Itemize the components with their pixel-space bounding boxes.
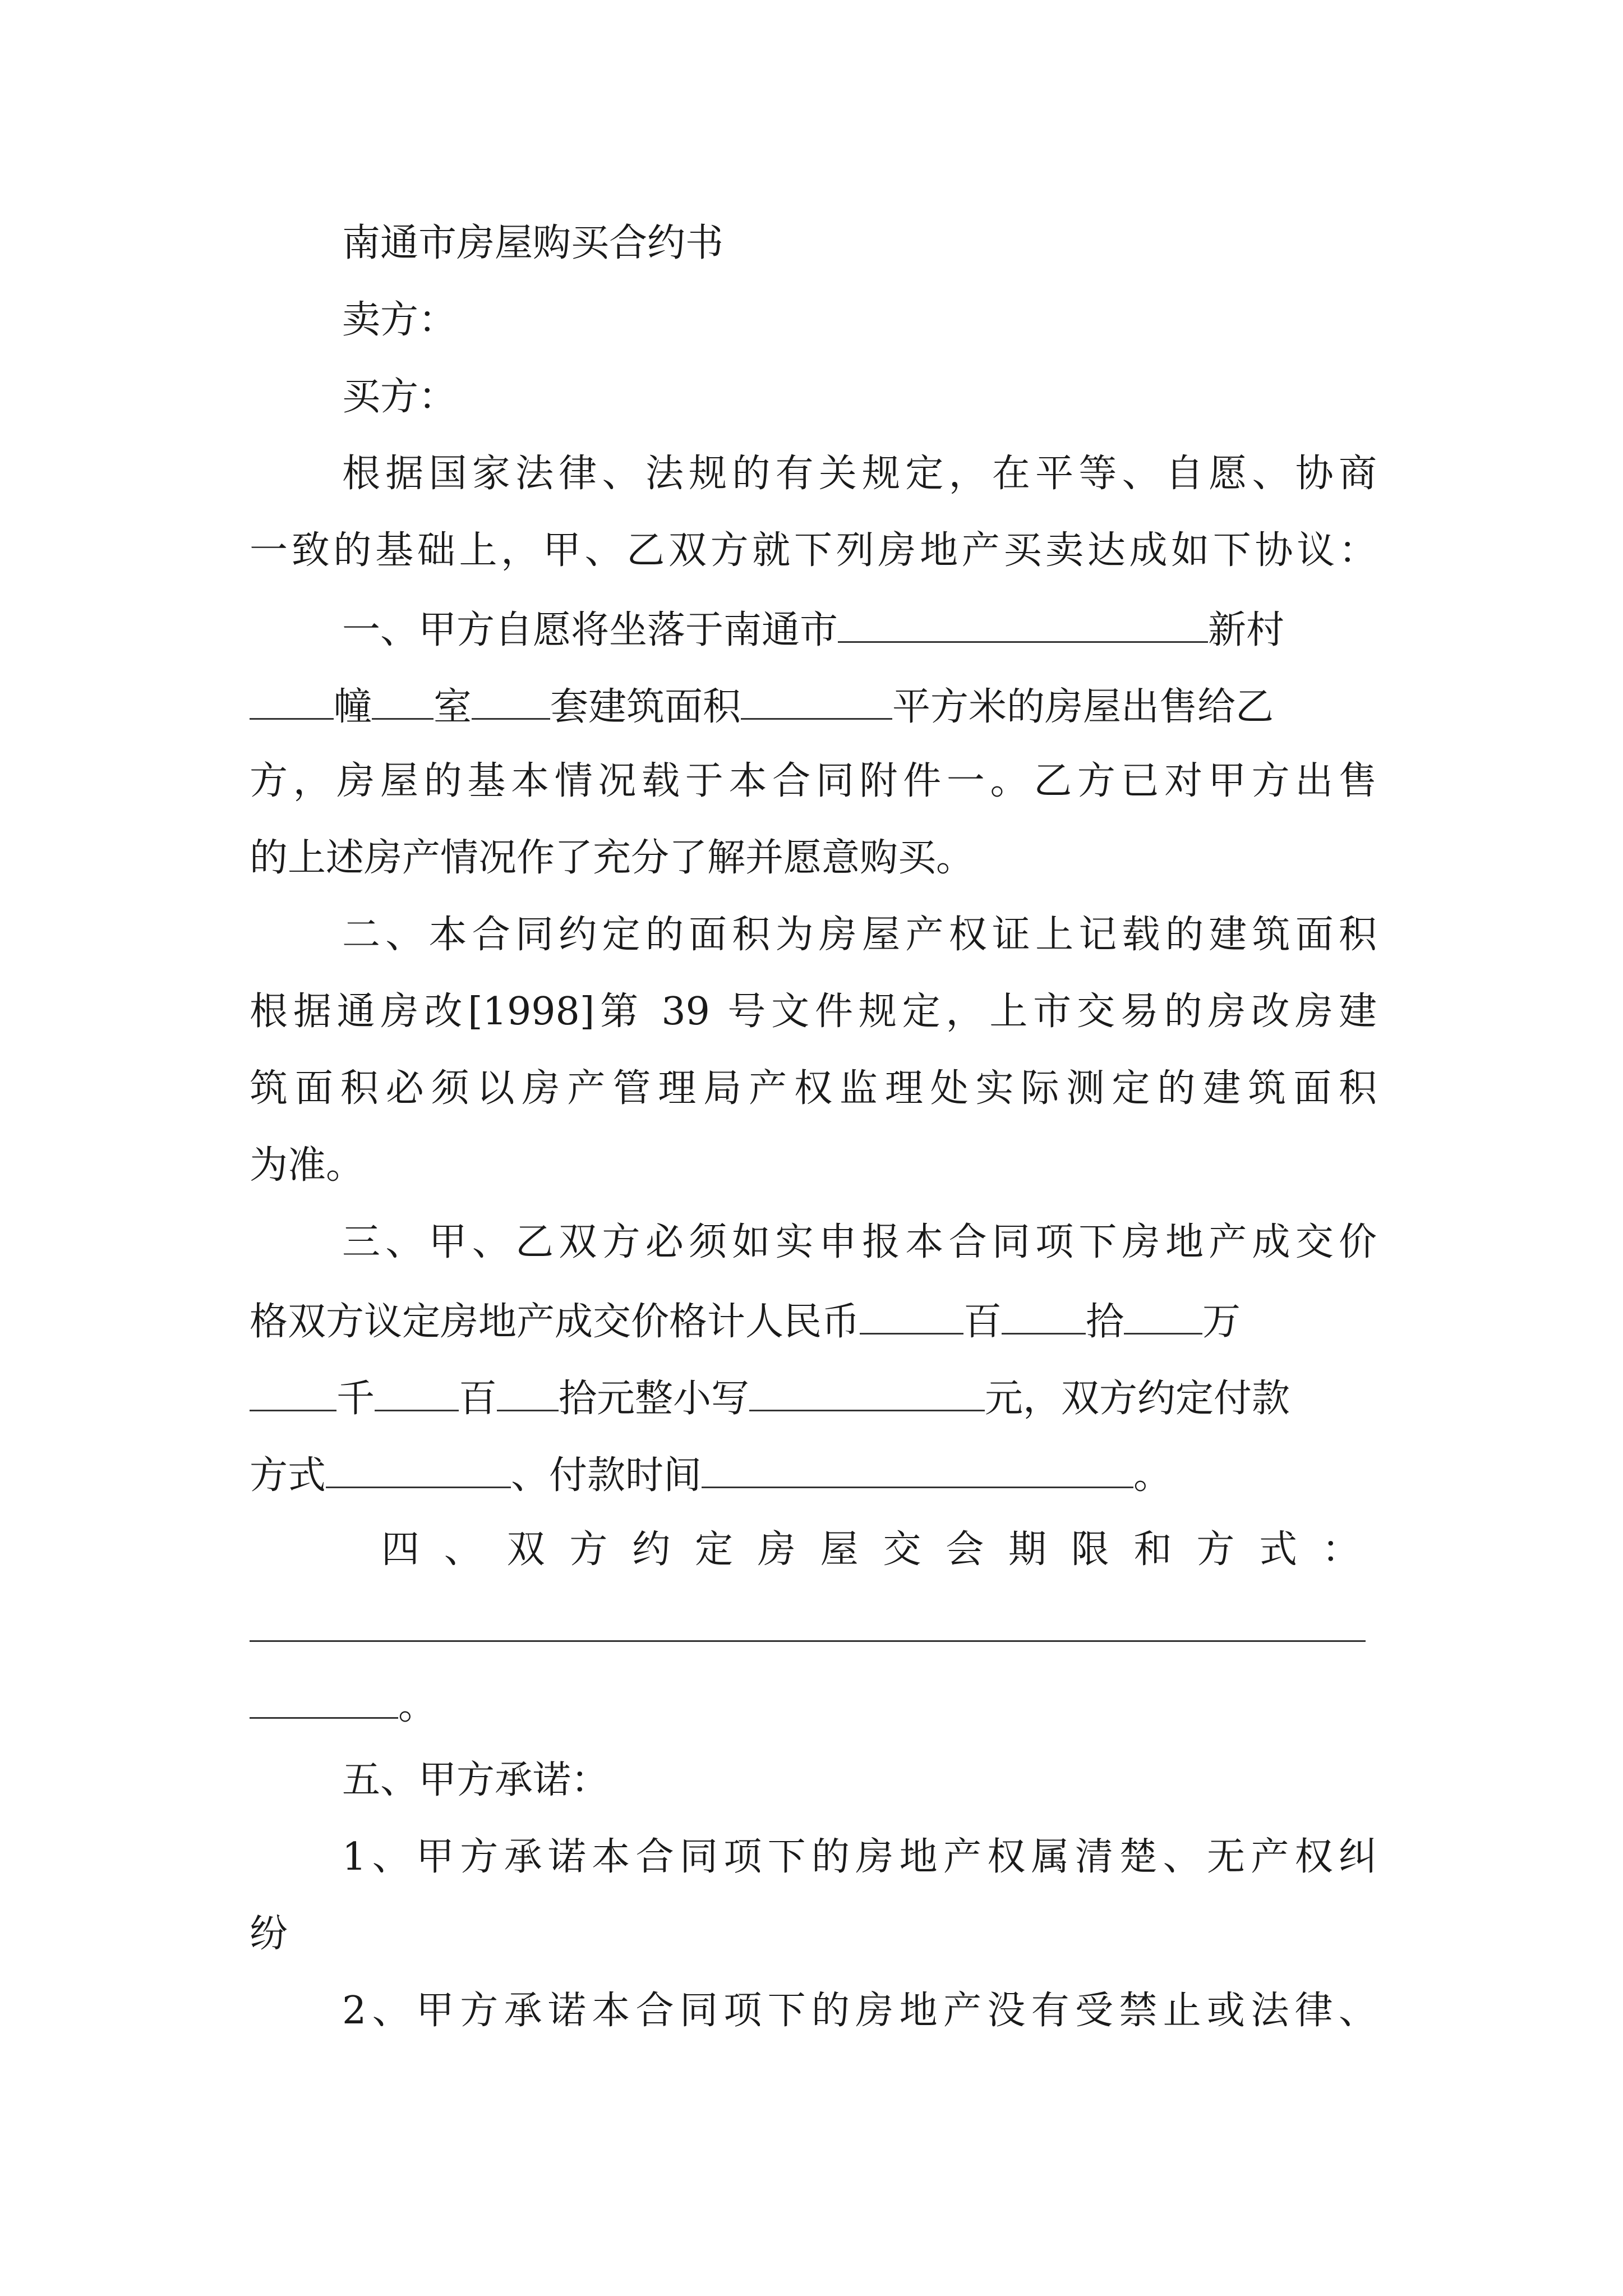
unit-ten-thousand: 万 [1202,1300,1241,1344]
clause4-period: 。 [398,1684,437,1728]
clause3-text-time: 、付款时间 [511,1453,702,1498]
clause5-item1-line-1: 1、甲方承诺本合同项下的房地产权属清楚、无产权纠 [342,1835,1377,1879]
clause5-heading: 五、甲方承诺： [342,1758,610,1802]
clause1-text-building: 幢 [334,685,372,729]
unit-ten: 拾 [1086,1300,1124,1344]
unit-hundred: 百 [963,1300,1002,1344]
clause1-text-a: 一、甲方自愿将坐落于南通市 [342,608,838,652]
lowercase-amount-blank [749,1377,985,1411]
intro-line-1: 根据国家法律、法规的有关规定，在平等、自愿、协商 [342,452,1377,496]
document-title: 南通市房屋购买合约书 [342,221,724,265]
buyer-label: 买方： [342,375,457,419]
clause2-line-1: 二、本合同约定的面积为房屋产权证上记载的建筑面积 [342,913,1377,957]
clause3-line-4 [250,1453,1172,1498]
ten-yuan-blank [497,1377,559,1411]
ten-blank [1002,1300,1086,1335]
clause3-line-2 [250,1300,1241,1344]
payment-method-blank [326,1454,511,1488]
clause3-text-lowercase: 拾元整小写 [559,1377,750,1421]
clause3-text-method: 方式 [250,1453,326,1498]
clause2-line-3: 筑面积必须以房产管理局产权监理处实际测定的建筑面积 [250,1066,1377,1111]
clause1-text-area: 套建筑面积 [550,685,741,729]
payment-time-blank [702,1454,1133,1488]
clause3-line-3 [250,1377,1290,1421]
thousand-blank [250,1377,336,1411]
clause4-line-3 [250,1685,436,1726]
clause2-line-4: 为准。 [250,1143,365,1188]
clause1-text-room: 室 [434,685,472,729]
clause5-item1-line-2: 纷 [250,1912,288,1956]
delivery-blank-2 [250,1685,398,1719]
intro-line-2: 一致的基础上，甲、乙双方就下列房地产买卖达成如下协议： [250,528,1377,573]
clause1-line-4: 的上述房产情况作了充分了解并愿意购买。 [250,836,975,880]
unit-hundred-2: 百 [459,1377,497,1421]
clause4-line-2 [250,1608,1366,1649]
delivery-blank-1 [250,1608,1366,1642]
hundred-million-blank [860,1300,963,1335]
clause1-line-1 [342,609,1284,650]
hundred-blank [375,1377,459,1411]
clause3-line-1: 三、甲、乙双方必须如实申报本合同项下房地产成交价 [342,1220,1377,1264]
clause3-text-payment: 元，双方约定付款 [985,1377,1290,1421]
clause5-item2-line-1: 2、甲方承诺本合同项下的房地产没有受禁止或法律、 [342,1989,1377,2033]
room-blank [372,685,434,720]
clause1-text-sale: 平方米的房屋出售给乙 [892,685,1274,729]
clause1-text-b: 新村 [1208,608,1285,652]
area-blank [741,685,892,720]
clause3-period: 。 [1133,1453,1172,1498]
clause2-line-2: 根据通房改[1998]第 39 号文件规定，上市交易的房改房建 [250,990,1377,1034]
seller-label: 卖方： [342,298,457,342]
unit-thousand: 千 [336,1377,375,1421]
clause1-line-3: 方，房屋的基本情况载于本合同附件一。乙方已对甲方出售 [250,759,1377,803]
location-blank [838,609,1208,643]
clause1-line-2 [250,685,1274,729]
clause3-text-price: 格双方议定房地产成交价格计人民币 [250,1300,860,1344]
set-blank [472,685,550,720]
clause4-line-1: 四、双方约定房屋交会期限和方式： [381,1527,1360,1572]
ten-thousand-blank [1124,1300,1202,1335]
building-blank [250,685,334,720]
